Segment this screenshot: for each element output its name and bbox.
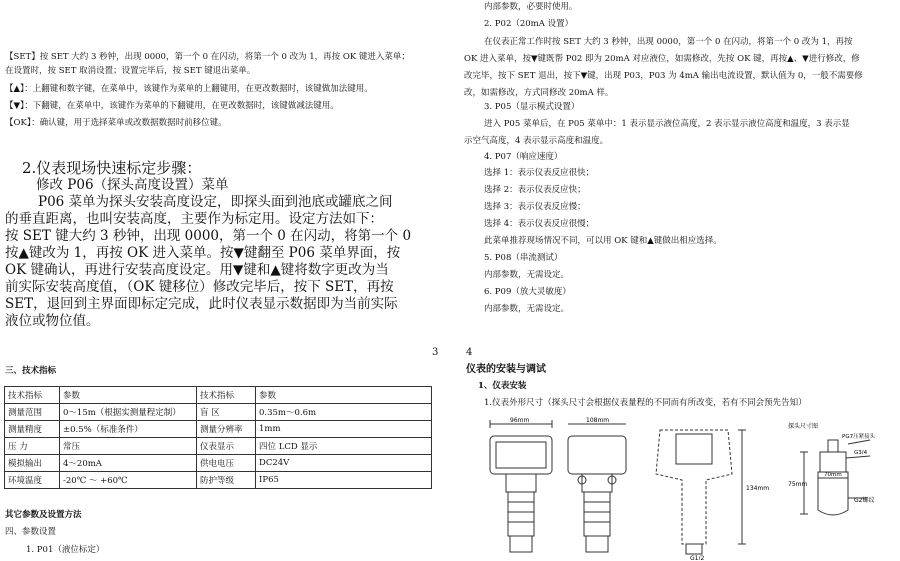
tech-spec-title: 三、技术指标 [5, 366, 57, 376]
table-cell: 0～15m（根据实测量程定制） [60, 404, 197, 421]
p01-item: 1. P01（液位标定） [26, 545, 105, 555]
table-cell: 技术指标 [197, 387, 256, 404]
section2-subtitle: 修改 P06（探头高度设置）菜单 [36, 177, 229, 193]
table-cell: 盲 区 [197, 404, 256, 421]
table-cell: 供电电压 [197, 455, 256, 472]
dim-label: 75mm [788, 481, 808, 488]
section2-line: 液位或物位值。 [5, 313, 100, 329]
right-line: 6. P09（放大灵敏度） [484, 287, 571, 297]
key-set-line1: 【SET】按 SET 大约 3 秒钟，出现 0000，第一个 0 在闪动，将第一个 0 改为 1，再按 OK 键进入菜单； [5, 52, 410, 62]
right-line: 内部参数，无需设定。 [484, 304, 570, 314]
key-set-line2: 在设置时，按 SET 取消设置；设置完毕后，按 SET 键退出菜单。 [5, 66, 256, 76]
right-line: 3. P05（显示模式设置） [484, 102, 580, 112]
table-cell: -20℃ ～ +60℃ [60, 472, 197, 489]
right-line: 4. P07（响应速度） [484, 152, 563, 162]
section2-line: SET，退回到主界面即标定完成，此时仪表显示数据即为当前实际 [5, 296, 398, 312]
dimension-diagram [470, 414, 890, 560]
right-line: 2. P02（20mA 设置） [484, 19, 574, 29]
page-number-right: 4 [466, 347, 473, 358]
key-down-line: 【▼】：下翻键，在菜单中，该键作为菜单的下翻键用，在更改数据时，该键做减法键用。 [5, 101, 339, 111]
table-cell: 测量范围 [5, 404, 60, 421]
table-row [5, 438, 432, 455]
section2-line: 的垂直距离，也叫安装高度，主要作为标定用。设定方法如下： [5, 211, 383, 227]
right-line: 内部参数，必要时使用。 [484, 2, 578, 12]
table-cell: 环境温度 [5, 472, 60, 489]
right-line: OK 进入菜单，按▼键既帮 P02 即为 20mA 对应液位，如需修改，先按 OK 键，再按▲、▼进行修改，修 [464, 54, 860, 64]
right-line: 改，如需修改，方式同修改 20mA 样。 [464, 88, 614, 98]
right-line: 此菜单推荐现场情况不同，可以用 OK 键和▲键做出相应选择。 [484, 236, 722, 246]
install-subtitle: 1、仪表安装 [478, 381, 527, 391]
table-cell: 测量分辨率 [197, 421, 256, 438]
key-ok-line: 【OK】：确认键，用于选择菜单或改数据数据时前移位键。 [5, 118, 227, 128]
tech-spec-table [4, 386, 432, 489]
table-cell: 0.35m～0.6m [256, 404, 432, 421]
dim-label: 108mm [586, 417, 610, 424]
dimension-note: 1.仪表外形尺寸（探头尺寸会根据仪表量程的不同而有所改变，若有不同会预先告知） [484, 398, 807, 408]
table-row [5, 455, 432, 472]
probe-note: PG7压紧接头 [842, 434, 876, 440]
probe-title: 探头尺寸图 [788, 423, 819, 430]
table-cell: IP65 [256, 472, 432, 489]
table-cell: 仪表显示 [197, 438, 256, 455]
table-cell: ±0.5%（标准条件） [60, 421, 197, 438]
table-cell: 1mm [256, 421, 432, 438]
right-line: 示空气高度，4 表示显示高度和温度。 [464, 136, 609, 146]
dim-label: G1/2 [690, 555, 705, 560]
other-params-title: 其它参数及设置方法 [5, 510, 82, 520]
table-cell: DC24V [256, 455, 432, 472]
param-settings-title: 四、参数设置 [5, 527, 57, 537]
table-cell: 测量精度 [5, 421, 60, 438]
section2-line: 按▲键改为 1，再按 OK 进入菜单。按▼键翻至 P06 菜单界面，按 [5, 245, 401, 261]
table-cell: 常压 [60, 438, 197, 455]
dim-label: 96mm [510, 417, 530, 424]
section2-line: OK 键确认，再进行安装高度设定。用▼键和▲键将数字更改为当 [5, 262, 389, 278]
table-cell: 压 力 [5, 438, 60, 455]
table-cell: 技术指标 [5, 387, 60, 404]
table-cell: 4～20mA [60, 455, 197, 472]
dim-label: 70mm [824, 472, 842, 478]
table-row [5, 472, 432, 489]
table-cell: 防护等级 [197, 472, 256, 489]
dim-label: G2螺纹 [854, 497, 875, 504]
table-cell: 参数 [60, 387, 197, 404]
section2-line: 按 SET 键大约 3 秒钟，出现 0000，第一个 0 在闪动，将第一个 0 [5, 228, 412, 244]
install-title: 仪表的安装与调试 [466, 364, 546, 375]
right-line: 选择 3：表示仪表反应慢； [484, 202, 586, 212]
table-row [5, 404, 432, 421]
table-cell: 模拟输出 [5, 455, 60, 472]
page-number-left: 3 [432, 347, 439, 358]
right-line: 在仪表正常工作时按 SET 大约 3 秒钟，出现 0000，第一个 0 在闪动，将第一个 0 改为 1，再按 [484, 37, 853, 47]
section2-title: 2.仪表现场快速标定步骤： [22, 159, 202, 177]
table-row [5, 387, 432, 404]
table-cell: 参数 [256, 387, 432, 404]
probe-note: G3/4 [854, 450, 868, 456]
key-up-line: 【▲】：上翻键和数字键，在菜单中，该键作为菜单的上翻键用，在更改数据时，该键做加法键用。 [5, 84, 373, 94]
right-line: 5. P08（串流测试） [484, 253, 563, 263]
right-line: 选择 4：表示仪表反应很慢； [484, 219, 595, 229]
right-line: 内部参数，无需设定。 [484, 270, 570, 280]
dim-label: 134mm [746, 485, 770, 492]
right-line: 选择 1：表示仪表反应很快； [484, 168, 595, 178]
table-row [5, 421, 432, 438]
right-line: 改完毕，按下 SET 退出，按下▼键，出现 P03，P03 为 4mA 输出电流设置，默认值为 0，一般不需要修 [464, 71, 863, 81]
section2-line: 前实际安装高度值，（OK 键移位）修改完毕后，按下 SET，再按 [5, 279, 394, 295]
section2-line: P06 菜单为探头安装高度设定，即探头面到池底或罐底之间 [38, 194, 393, 210]
right-line: 进入 P05 菜单后，在 P05 菜单中：1 表示显示液位高度，2 表示显示液位高度和温度，3 表示显 [484, 119, 850, 129]
right-line: 选择 2：表示仪表反应快； [484, 185, 586, 195]
table-cell: 四位 LCD 显示 [256, 438, 432, 455]
